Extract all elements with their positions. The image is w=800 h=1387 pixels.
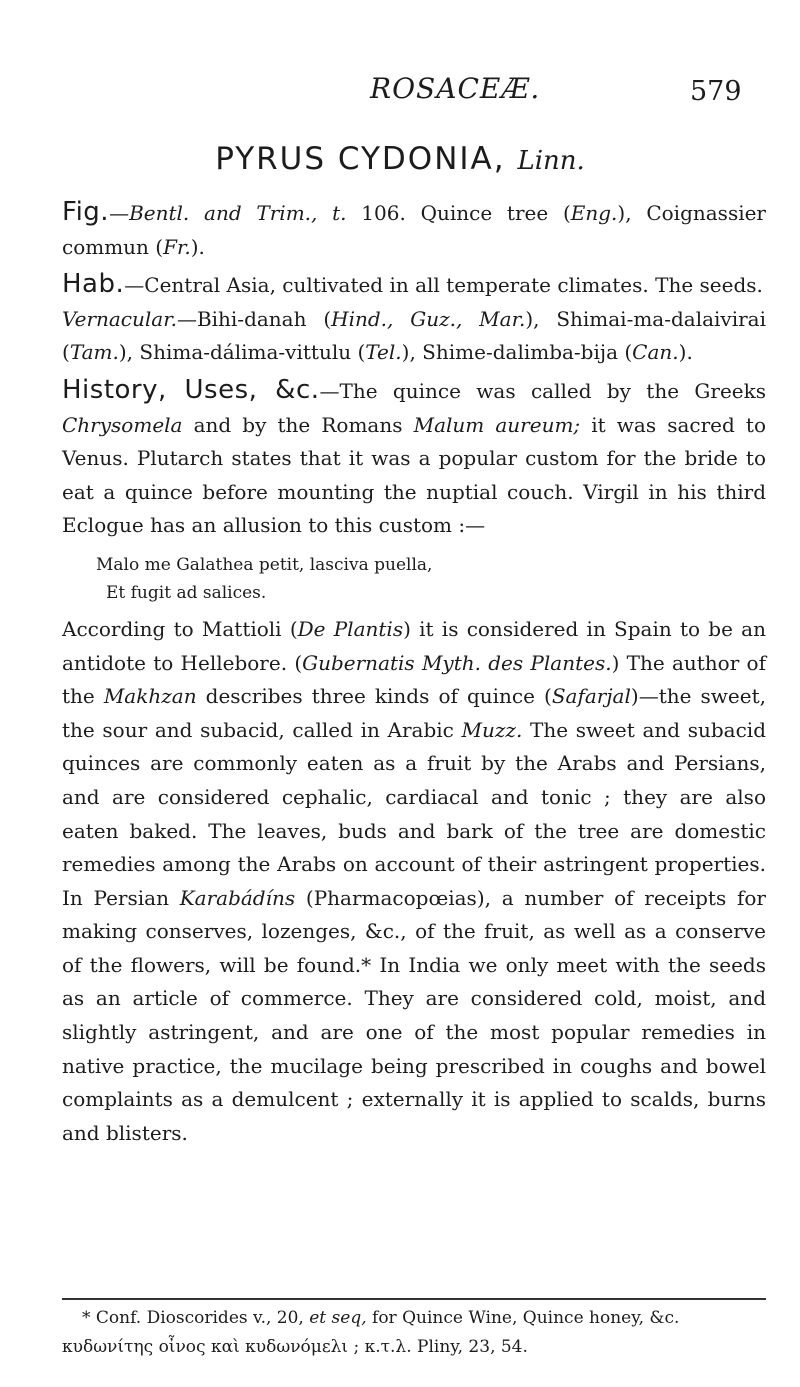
history-paragraph — [62, 374, 766, 543]
history-text: it was sacred to Venus. Plutarch states that it was a popular custom for the bride to eat a quince before mounting the nuptial couch. Virgil in his third Eclogue has an allusion to this custom :— — [62, 412, 766, 538]
para-text: ) The author of the — [62, 650, 766, 709]
footnote-italic: et seq, — [309, 1308, 367, 1328]
fig-paragraph — [62, 196, 766, 264]
para-text: ) it is considered in Spain to be an antidote to Hellebore. ( — [62, 616, 766, 675]
para-italic: Karabádíns — [179, 885, 296, 910]
para-text: According to Mattioli ( — [62, 616, 298, 641]
mattioli-paragraph — [62, 613, 766, 1151]
hab-paragraph — [62, 268, 766, 303]
fig-text: — — [109, 201, 130, 225]
history-italic: Malum aureum; — [413, 412, 581, 437]
footnote-text: * Conf. Dioscorides v., 20, — [82, 1308, 310, 1328]
vernacular-text: ), Shima-dálima-vittulu ( — [118, 340, 366, 365]
para-italic: Safarjal — [551, 684, 631, 709]
footnote-text: κυδωνίτης οἶνος καὶ κυδωνόμελι ; κ.τ.λ. Pliny, 23, 54. — [62, 1337, 528, 1357]
page-number: 579 — [690, 76, 742, 107]
footnote-divider — [62, 1298, 766, 1300]
para-text: describes three kinds of quince ( — [196, 684, 552, 709]
vernacular-lang: Can. — [632, 340, 679, 365]
entry-title — [0, 141, 800, 177]
fig-lang: Eng. — [570, 201, 618, 225]
vernacular-text: ), Shime-dalimba-bija ( — [401, 340, 633, 365]
para-text: (Pharmacopœias), a number of receipts for making conserves, lozenges, &c., of the fruit, as well as a conserve of the flowers, will be found.* In India we only meet with the seeds as an article of commerce. They are considered cold, moist, and slightly astringent, and are one of the most popular remedies in native practice, the mucilage being prescribed in coughs and bowel complaints as a demulcent ; externally it is applied to scalds, burns and blisters. — [62, 885, 766, 1145]
para-italic: Muzz. — [461, 717, 523, 742]
fig-text: ). — [190, 234, 205, 259]
para-italic: Gubernatis Myth. des Plantes. — [302, 650, 612, 675]
para-text: The sweet and subacid quinces are commonly eaten as a fruit by the Arabs and Persians, and are considered cephalic, cardiacal and tonic ; they are also eaten baked. The leaves, buds and bark of the tree are domestic remedies among the Arabs on account of their astringent properties. In Persian — [62, 717, 766, 910]
running-title: ROSACEÆ. — [370, 72, 541, 105]
fig-lang: Fr. — [163, 234, 191, 259]
fig-reference: Bentl. and Trim., t. — [129, 201, 347, 225]
virgil-quote — [96, 551, 766, 607]
vernacular-lead: Vernacular. — [62, 306, 177, 331]
para-text: )—the sweet, the sour and subacid, called in Arabic — [62, 684, 766, 742]
history-text: and by the Romans — [182, 412, 414, 437]
vernacular-text: ), Shimai-ma-dalaivirai ( — [62, 306, 767, 365]
footnote-text: for Quince Wine, Quince honey, &c. — [366, 1308, 680, 1328]
footnote-line — [62, 1304, 766, 1333]
species-authority: Linn. — [517, 146, 585, 176]
vernacular-text: ). — [678, 340, 693, 365]
hab-lead: Hab. — [62, 269, 125, 300]
vernacular-lang: Tam. — [69, 340, 119, 365]
fig-text: 106. Quince tree ( — [346, 201, 571, 225]
hab-text: —Central Asia, cultivated in all temperate climates. The seeds. — [124, 273, 763, 298]
vernacular-text: —Bihi-danah ( — [176, 306, 332, 331]
para-italic: Makhzan — [103, 684, 197, 709]
history-lead: History, Uses, &c. — [62, 374, 320, 405]
vernacular-lang: Tel. — [365, 340, 402, 365]
vernacular-lang: Hind., Guz., Mar. — [331, 306, 526, 331]
footnote-line — [62, 1333, 766, 1362]
history-italic: Chrysomela — [62, 412, 183, 437]
quote-line: Malo me Galathea petit, lasciva puella, — [96, 554, 433, 575]
entry-body — [62, 196, 766, 1150]
fig-text: ), Coignassier commun ( — [62, 201, 766, 259]
quote-line: Et fugit ad salices. — [106, 582, 267, 603]
para-italic: De Plantis — [297, 616, 404, 641]
footnote — [62, 1304, 766, 1362]
vernacular-paragraph — [62, 303, 766, 370]
history-text: —The quince was called by the Greeks — [319, 378, 767, 403]
running-head — [0, 72, 800, 116]
fig-lead: Fig. — [62, 197, 110, 227]
species-name: PYRUS CYDONIA, — [215, 141, 506, 177]
